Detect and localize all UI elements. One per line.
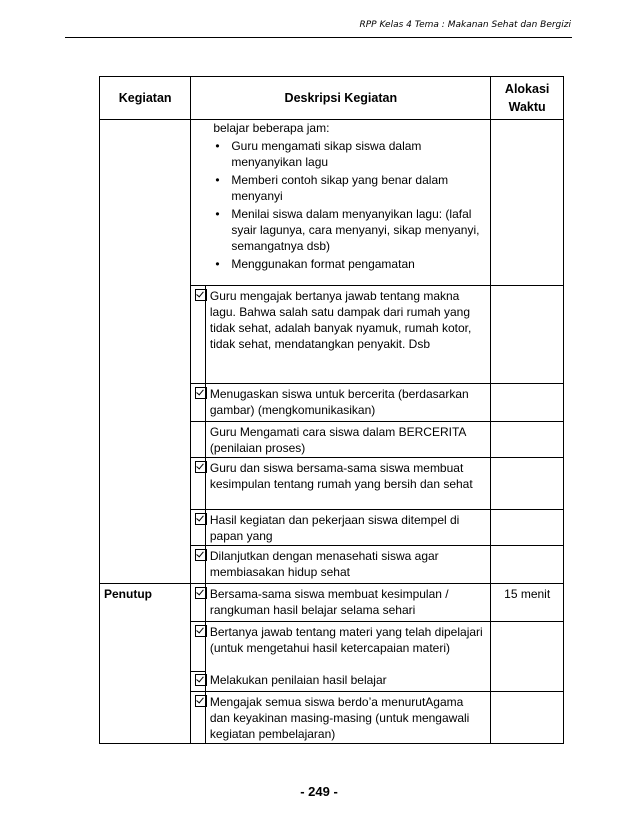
- description-cell: [205, 422, 490, 458]
- list-item: • Memberi contoh sikap yang benar dalam menyanyi: [213, 172, 486, 204]
- checkbox-icon: [195, 695, 207, 707]
- row-text: Menugaskan siswa untuk bercerita (berdasarkan gambar) (mengkomunikasikan): [209, 387, 469, 417]
- alokasi-cell: [491, 692, 564, 744]
- alokasi-cell: [491, 622, 564, 692]
- checkbox-cell: [191, 546, 206, 584]
- header-kegiatan: Kegiatan: [100, 77, 191, 120]
- checkbox-icon: [195, 461, 207, 473]
- penutup-label: Penutup: [104, 587, 152, 601]
- checkbox-icon: [195, 587, 207, 599]
- row-text: Guru Mengamati cara siswa dalam BERCERITA (penilaian proses): [209, 425, 466, 455]
- header-alokasi: [491, 77, 564, 120]
- checkbox-cell: [191, 672, 206, 692]
- bullet-list: [213, 138, 486, 272]
- description-cell: [205, 546, 490, 584]
- checkbox-icon: [195, 387, 207, 399]
- table-row: [100, 120, 564, 286]
- description-cell: [205, 692, 490, 744]
- page-number: - 249 -: [300, 784, 338, 799]
- checkbox-cell: [191, 692, 206, 744]
- checkbox-cell: [191, 622, 206, 672]
- alokasi-cell: [491, 422, 564, 458]
- description-cell: [191, 120, 491, 286]
- description-cell: [205, 458, 490, 510]
- description-cell: [205, 584, 490, 622]
- description-cell: [205, 384, 490, 422]
- activity-table: [99, 76, 564, 744]
- alokasi-cell: [491, 510, 564, 546]
- checkbox-icon: [195, 674, 207, 686]
- row-text: Bersama-sama siswa membuat kesimpulan / rangkuman hasil belajar selama sehari: [209, 587, 449, 617]
- running-header: RPP Kelas 4 Tema : Makanan Sehat dan Bergizi: [359, 20, 571, 30]
- list-item: • Menilai siswa dalam menyanyikan lagu: (lafal syair lagunya, cara menyanyi, sikap menyanyi, semangatnya dsb): [213, 206, 486, 254]
- header-alokasi-line1: Alokasi: [504, 82, 550, 96]
- checkbox-icon: [195, 549, 207, 561]
- alokasi-cell: [491, 286, 564, 384]
- row-text: Dilanjutkan dengan menasehati siswa agar membiasakan hidup sehat: [209, 549, 439, 579]
- alokasi-value: 15 menit: [504, 587, 551, 601]
- checkbox-cell: [191, 384, 206, 422]
- description-cell: [205, 622, 490, 672]
- checkbox-cell: [191, 458, 206, 510]
- checkbox-cell: [191, 584, 206, 622]
- description-cell: [205, 672, 490, 692]
- row-text: Guru mengajak bertanya jawab tentang makna lagu. Bahwa salah satu dampak dari rumah yang tidak sehat, adalah banyak nyamuk, rumah kotor, tidak sehat, mendatangkan penyakit. Dsb: [209, 289, 472, 351]
- list-item: • Guru mengamati sikap siswa dalam menyanyikan lagu: [213, 138, 486, 170]
- header-deskripsi: Deskripsi Kegiatan: [191, 77, 491, 120]
- header-rule: [65, 37, 572, 38]
- row-text: Melakukan penilaian hasil belajar: [209, 672, 387, 687]
- header-alokasi-line2: Waktu: [508, 100, 546, 114]
- description-cell: [205, 510, 490, 546]
- checkbox-cell: [191, 286, 206, 384]
- alokasi-cell: [491, 584, 564, 622]
- checkbox-icon: [195, 513, 207, 525]
- row-text: Bertanya jawab tentang materi yang telah dipelajari (untuk mengetahui hasil ketercapaian materi): [209, 625, 483, 655]
- alokasi-cell: [491, 458, 564, 510]
- checkbox-icon: [195, 625, 207, 637]
- kegiatan-cell-penutup: [100, 584, 191, 744]
- alokasi-cell: [491, 120, 564, 286]
- checkbox-cell: [191, 422, 206, 458]
- table-header-row: [100, 77, 564, 120]
- checkbox-cell: [191, 510, 206, 546]
- row-text: Mengajak semua siswa berdo’a menurutAgama dan keyakinan masing-masing (untuk mengawali kegiatan pembelajaran): [209, 695, 470, 741]
- continuation-intro: belajar beberapa jam:: [213, 121, 330, 135]
- kegiatan-cell-inti: [100, 120, 191, 584]
- checkbox-icon: [195, 289, 207, 301]
- description-cell: [205, 286, 490, 384]
- row-text: Guru dan siswa bersama-sama siswa membuat kesimpulan tentang rumah yang bersih dan sehat: [209, 461, 473, 491]
- row-text: Hasil kegiatan dan pekerjaan siswa ditempel di papan yang: [209, 513, 460, 543]
- list-item: • Menggunakan format pengamatan: [213, 256, 486, 272]
- alokasi-cell: [491, 546, 564, 584]
- table-row: [100, 584, 564, 622]
- alokasi-cell: [491, 384, 564, 422]
